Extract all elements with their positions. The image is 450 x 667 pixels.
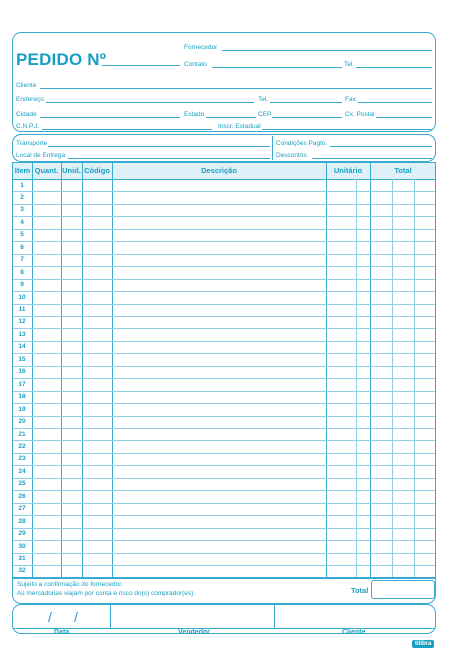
- row-number: 30: [18, 542, 26, 550]
- delivery-label: Local de Entrega: [16, 152, 66, 159]
- payment-terms-label: Condições Pagto.: [276, 140, 328, 147]
- row-number: 17: [18, 380, 26, 388]
- client-sig-label: Cliente: [342, 629, 366, 636]
- row-number: 2: [20, 193, 24, 201]
- table-row[interactable]: [13, 553, 435, 554]
- state-reg-label: Inscr. Estadual: [218, 123, 261, 130]
- row-number: 11: [18, 306, 26, 313]
- date-label: Data: [54, 629, 70, 636]
- discounts-field[interactable]: [312, 158, 432, 159]
- payment-terms-field[interactable]: [330, 146, 432, 147]
- row-number: 18: [18, 393, 26, 401]
- po-box-label: Cx. Postal: [345, 111, 375, 118]
- table-row[interactable]: [13, 490, 435, 491]
- table-row[interactable]: [13, 478, 435, 479]
- row-number: 22: [18, 442, 26, 450]
- contact-label: Contato: [184, 61, 207, 68]
- phone2-field[interactable]: [270, 102, 342, 103]
- table-row[interactable]: [13, 465, 435, 466]
- brand-logo: tilibra: [412, 640, 434, 648]
- total-label: Total: [351, 586, 369, 595]
- col-total-header: Total: [394, 166, 412, 175]
- risk-note: As mercadorias viajam por conta e risco do(s) comprador(es).: [17, 590, 196, 597]
- address-label: Endereço: [16, 96, 44, 103]
- row-number: 1: [20, 181, 24, 189]
- table-row[interactable]: [13, 391, 435, 392]
- row-number: 26: [18, 492, 26, 500]
- seller-label: Vendedor: [178, 629, 210, 636]
- row-number: 27: [18, 505, 26, 513]
- cnpj-label: C.N.P.J.: [16, 123, 40, 130]
- row-number: 13: [18, 330, 26, 338]
- fax-label: Fax: [345, 96, 356, 103]
- po-box-field[interactable]: [376, 117, 432, 118]
- table-row[interactable]: [13, 378, 435, 379]
- row-number: 15: [18, 355, 26, 363]
- transport-label: Transporte: [16, 140, 48, 147]
- row-number: 28: [18, 517, 26, 525]
- col-codigo-header: Código: [84, 166, 110, 175]
- row-number: 29: [18, 530, 26, 538]
- table-row[interactable]: [13, 328, 435, 329]
- table-row[interactable]: [13, 428, 435, 429]
- fax-field[interactable]: [358, 102, 432, 103]
- row-number: 14: [18, 343, 26, 351]
- table-row[interactable]: [13, 254, 435, 255]
- zip-field[interactable]: [272, 117, 342, 118]
- transport-field[interactable]: [48, 146, 270, 147]
- row-number: 31: [18, 555, 26, 562]
- table-row[interactable]: [13, 304, 435, 305]
- phone-field[interactable]: [356, 67, 432, 68]
- table-row[interactable]: [13, 204, 435, 205]
- sig-divider: [274, 605, 275, 629]
- table-row[interactable]: [13, 229, 435, 230]
- table-row[interactable]: [13, 540, 435, 541]
- table-row[interactable]: [13, 565, 435, 566]
- client-field[interactable]: [40, 88, 432, 89]
- table-row[interactable]: [13, 515, 435, 516]
- date-slash: /: [74, 609, 78, 625]
- order-title: PEDIDO Nº: [16, 50, 107, 69]
- col-unid-header: Unid.: [62, 166, 81, 175]
- zip-label: CEP: [258, 111, 272, 118]
- row-number: 5: [20, 231, 24, 239]
- table-row[interactable]: [13, 366, 435, 367]
- total-field[interactable]: [371, 580, 435, 599]
- table-row[interactable]: [13, 291, 435, 292]
- col-quant-header: Quant.: [34, 166, 59, 175]
- row-number: 24: [18, 467, 26, 475]
- delivery-field[interactable]: [68, 158, 270, 159]
- row-number: 4: [20, 218, 24, 226]
- cnpj-field[interactable]: [42, 129, 212, 130]
- row-number: 3: [20, 206, 24, 214]
- table-row[interactable]: [13, 316, 435, 317]
- row-number: 10: [18, 293, 26, 301]
- supplier-field[interactable]: [222, 50, 432, 51]
- date-slash: /: [48, 609, 52, 625]
- col-unitario-header: Unitário: [333, 166, 363, 175]
- table-row[interactable]: [13, 279, 435, 280]
- table-row[interactable]: [13, 191, 435, 192]
- sig-baseline: [13, 628, 435, 629]
- table-row[interactable]: [13, 266, 435, 267]
- row-number: 21: [18, 430, 26, 438]
- row-number: 16: [18, 368, 26, 376]
- row-number: 6: [20, 243, 24, 251]
- discounts-label: Descontos: [276, 152, 307, 159]
- row-number: 12: [18, 318, 26, 326]
- table-row[interactable]: [13, 503, 435, 504]
- address-field[interactable]: [46, 102, 254, 103]
- confirmation-note: Sujeito a confirmação do fornecedor.: [17, 581, 123, 588]
- table-row[interactable]: [13, 403, 435, 404]
- table-header-line: [13, 179, 435, 180]
- col-item-header: Item: [14, 166, 31, 175]
- table-row[interactable]: [13, 353, 435, 354]
- city-field[interactable]: [40, 117, 180, 118]
- city-label: Cidade: [16, 111, 37, 118]
- table-row[interactable]: [13, 216, 435, 217]
- table-row[interactable]: [13, 416, 435, 417]
- row-number: 25: [18, 480, 26, 488]
- row-number: 8: [20, 268, 24, 276]
- table-row[interactable]: [13, 241, 435, 242]
- col-descricao-header: Descrição: [201, 166, 237, 175]
- row-number: 9: [20, 281, 24, 289]
- row-number: 19: [18, 405, 26, 413]
- order-number-field[interactable]: [102, 65, 180, 66]
- table-row[interactable]: [13, 453, 435, 454]
- phone-label: Tel.: [344, 61, 355, 68]
- table-row[interactable]: [13, 440, 435, 441]
- state-label: Estado: [184, 111, 205, 118]
- state-reg-field[interactable]: [262, 129, 432, 130]
- contact-field[interactable]: [212, 67, 342, 68]
- phone2-label: Tel.: [258, 96, 269, 103]
- state-field[interactable]: [206, 117, 256, 118]
- client-label: Cliente: [16, 82, 37, 89]
- row-number: 23: [18, 455, 26, 463]
- row-number: 20: [18, 418, 26, 426]
- supplier-label: Fornecedor: [184, 44, 218, 51]
- table-row[interactable]: [13, 341, 435, 342]
- sig-divider: [110, 605, 111, 629]
- shipping-divider: [272, 136, 273, 160]
- row-number: 7: [20, 256, 24, 264]
- row-number: 32: [18, 567, 26, 575]
- table-row[interactable]: [13, 528, 435, 529]
